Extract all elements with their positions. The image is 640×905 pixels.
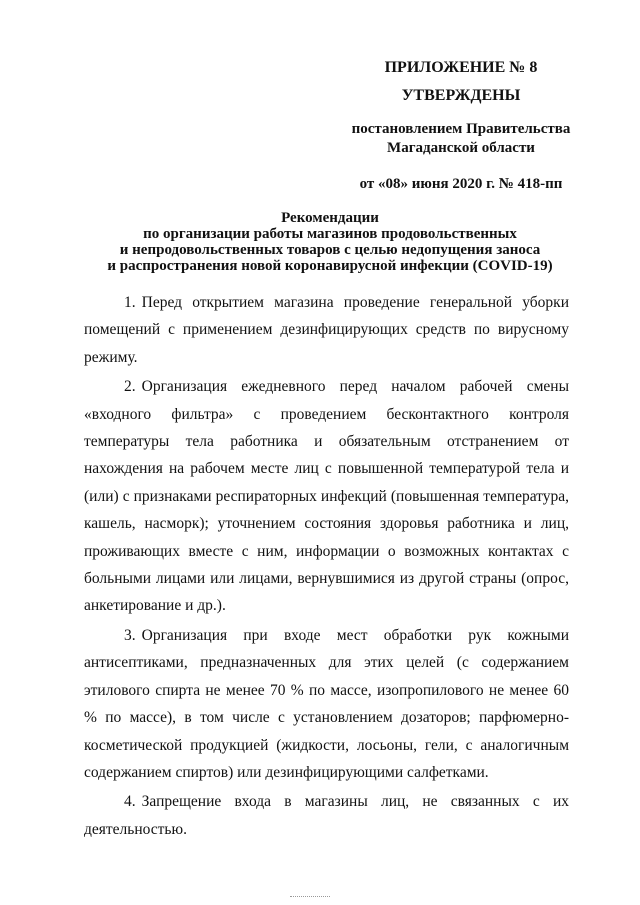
- decree-line-2: Магаданской области: [387, 140, 535, 156]
- item-number: 1.: [124, 294, 136, 311]
- decree-date: от «08» июня 2020 г. № 418-пп: [359, 176, 563, 192]
- item-text: Организация ежедневного перед началом рабочей смены «входного фильтра» с проведением бесконтактного контроля температуры тела работника и обязательным отстранением от нахождения на рабочем месте лиц с повышенной температурой тела и (или) с признаками респираторных инфекций (повышенная температура, кашель, насморк); уточнением состояния здоровья работника и лиц, проживающих вместе с ним, информации о возможных контактах с больными лицами или лицами, вернувшимися из другой страны (опрос, анкетирование и др.).: [84, 378, 569, 615]
- decree-reference: [330, 120, 592, 158]
- title-line-3: и непродовольственных товаров с целью недопущения заноса: [119, 242, 541, 258]
- title-line-1: Рекомендации: [281, 210, 379, 226]
- recommendation-item-2: [84, 373, 569, 620]
- approval-block: [330, 58, 592, 194]
- appendix-heading: ПРИЛОЖЕНИЕ № 8: [384, 59, 538, 76]
- item-text: Перед открытием магазина проведение генеральной уборки помещений с применением дезинфицирующих средств по вирусному режиму.: [84, 294, 569, 366]
- title-line-2: по организации работы магазинов продовольственных: [143, 226, 517, 242]
- item-number: 4.: [124, 793, 136, 811]
- approved-heading: УТВЕРЖДЕНЫ: [401, 87, 521, 104]
- item-text: Организация при входе мест обработки рук кожными антисептиками, предназначенных для этих целей (с содержанием этилового спирта не менее 70 % по массе, изопропилового не менее 60 % по массе), в том числе с установлением дозаторов; парфюмерно-косметической продукцией (жидкости, лосьоны, гели, с аналогичным содержанием спиртов) или дезинфицирующими салфетками.: [84, 626, 569, 781]
- recommendation-list: [84, 289, 569, 845]
- item-number: 2.: [124, 378, 136, 396]
- document-title: [80, 210, 580, 274]
- recommendation-item-3: [84, 622, 569, 786]
- item-number: 3.: [124, 626, 136, 644]
- recommendation-item-4: [84, 788, 569, 843]
- recommendation-item-1: [84, 289, 569, 371]
- title-line-4: и распространения новой коронавирусной инфекции (COVID-19): [107, 258, 553, 274]
- item-text: Запрещение входа в магазины лиц, не связанных с их деятельностью.: [84, 793, 569, 838]
- footer-divider: [290, 896, 330, 897]
- decree-line-1: постановлением Правительства: [351, 121, 571, 137]
